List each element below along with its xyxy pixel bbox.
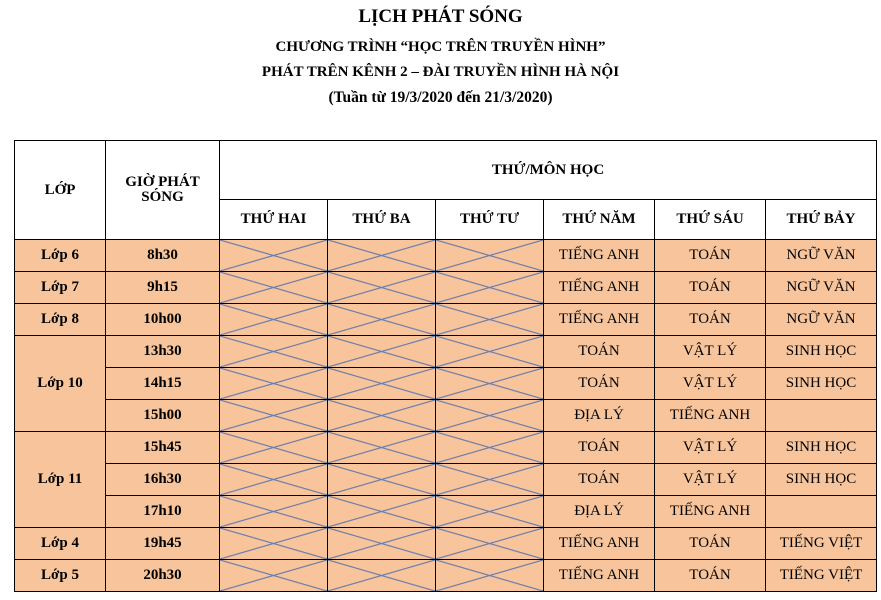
time-cell: 16h30 xyxy=(106,464,220,496)
time-cell: 14h15 xyxy=(106,368,220,400)
time-cell: 15h00 xyxy=(106,400,220,432)
no-broadcast-cell xyxy=(220,560,328,592)
subject-thu-sau: TIẾNG ANH xyxy=(655,496,766,528)
subject-thu-bay: SINH HỌC xyxy=(766,464,877,496)
cross-mark-icon xyxy=(220,368,327,399)
no-broadcast-cell xyxy=(220,400,328,432)
subject-thu-nam: TOÁN xyxy=(544,432,655,464)
cross-mark-icon xyxy=(220,528,327,559)
cross-mark-icon xyxy=(436,496,543,527)
no-broadcast-cell xyxy=(328,560,436,592)
no-broadcast-cell xyxy=(328,464,436,496)
subject-thu-bay: NGỮ VĂN xyxy=(766,240,877,272)
subject-thu-nam: TOÁN xyxy=(544,336,655,368)
subject-thu-sau: VẬT LÝ xyxy=(655,368,766,400)
page-title: LỊCH PHÁT SÓNG xyxy=(358,6,523,27)
subject-thu-sau: TOÁN xyxy=(655,528,766,560)
subject-thu-sau: VẬT LÝ xyxy=(655,336,766,368)
no-broadcast-cell xyxy=(436,432,544,464)
subject-thu-sau: VẬT LÝ xyxy=(655,464,766,496)
no-broadcast-cell xyxy=(328,304,436,336)
table-row xyxy=(15,432,877,464)
subject-thu-sau: VẬT LÝ xyxy=(655,432,766,464)
no-broadcast-cell xyxy=(220,336,328,368)
no-broadcast-cell xyxy=(220,240,328,272)
time-cell: 9h15 xyxy=(106,272,220,304)
time-cell: 8h30 xyxy=(106,240,220,272)
no-broadcast-cell xyxy=(220,272,328,304)
no-broadcast-cell xyxy=(220,368,328,400)
header-thu-sau: THỨ SÁU xyxy=(655,200,766,240)
cross-mark-icon xyxy=(328,432,435,463)
cross-mark-icon xyxy=(436,304,543,335)
subject-thu-bay: NGỮ VĂN xyxy=(766,304,877,336)
cross-mark-icon xyxy=(220,336,327,367)
subject-thu-nam: TIẾNG ANH xyxy=(544,240,655,272)
class-cell: Lớp 5 xyxy=(15,560,106,592)
no-broadcast-cell xyxy=(436,336,544,368)
cross-mark-icon xyxy=(436,336,543,367)
no-broadcast-cell xyxy=(328,432,436,464)
class-cell: Lớp 8 xyxy=(15,304,106,336)
cross-mark-icon xyxy=(220,432,327,463)
header-thu-ba: THỨ BA xyxy=(328,200,436,240)
subject-thu-nam: TOÁN xyxy=(544,368,655,400)
cross-mark-icon xyxy=(220,304,327,335)
no-broadcast-cell xyxy=(436,240,544,272)
table-row xyxy=(15,336,877,368)
time-cell: 17h10 xyxy=(106,496,220,528)
class-cell: Lớp 10 xyxy=(15,336,106,432)
cross-mark-icon xyxy=(328,336,435,367)
table-row xyxy=(15,272,877,304)
no-broadcast-cell xyxy=(436,560,544,592)
class-cell: Lớp 11 xyxy=(15,432,106,528)
cross-mark-icon xyxy=(436,464,543,495)
no-broadcast-cell xyxy=(328,336,436,368)
table-row xyxy=(15,560,877,592)
table-row xyxy=(15,368,877,400)
header-thu-mon-hoc: THỨ/MÔN HỌC xyxy=(220,141,877,200)
cross-mark-icon xyxy=(436,240,543,271)
cross-mark-icon xyxy=(328,464,435,495)
no-broadcast-cell xyxy=(328,496,436,528)
cross-mark-icon xyxy=(328,304,435,335)
no-broadcast-cell xyxy=(328,272,436,304)
subject-thu-bay: TIẾNG VIỆT xyxy=(766,528,877,560)
cross-mark-icon xyxy=(328,528,435,559)
cross-mark-icon xyxy=(328,496,435,527)
cross-mark-icon xyxy=(328,368,435,399)
subject-thu-bay xyxy=(766,400,877,432)
no-broadcast-cell xyxy=(436,304,544,336)
table-row xyxy=(15,496,877,528)
no-broadcast-cell xyxy=(328,240,436,272)
table-row xyxy=(15,304,877,336)
week-range: (Tuần từ 19/3/2020 đến 21/3/2020) xyxy=(328,89,553,106)
subject-thu-bay: TIẾNG VIỆT xyxy=(766,560,877,592)
time-cell: 13h30 xyxy=(106,336,220,368)
cross-mark-icon xyxy=(220,496,327,527)
subject-thu-nam: TIẾNG ANH xyxy=(544,304,655,336)
class-cell: Lớp 6 xyxy=(15,240,106,272)
cross-mark-icon xyxy=(436,272,543,303)
class-cell: Lớp 4 xyxy=(15,528,106,560)
subject-thu-bay: SINH HỌC xyxy=(766,336,877,368)
schedule-body xyxy=(15,240,877,592)
subject-thu-nam: TIẾNG ANH xyxy=(544,272,655,304)
no-broadcast-cell xyxy=(436,272,544,304)
time-cell: 20h30 xyxy=(106,560,220,592)
time-cell: 15h45 xyxy=(106,432,220,464)
subject-thu-sau: TOÁN xyxy=(655,240,766,272)
cross-mark-icon xyxy=(436,432,543,463)
subject-thu-nam: TIẾNG ANH xyxy=(544,560,655,592)
no-broadcast-cell xyxy=(328,368,436,400)
no-broadcast-cell xyxy=(436,528,544,560)
subject-thu-nam: ĐỊA LÝ xyxy=(544,400,655,432)
table-row xyxy=(15,240,877,272)
no-broadcast-cell xyxy=(328,400,436,432)
cross-mark-icon xyxy=(328,560,435,591)
header-thu-bay: THỨ BẢY xyxy=(766,200,877,240)
time-cell: 19h45 xyxy=(106,528,220,560)
cross-mark-icon xyxy=(220,400,327,431)
no-broadcast-cell xyxy=(220,432,328,464)
time-cell: 10h00 xyxy=(106,304,220,336)
subject-thu-nam: TIẾNG ANH xyxy=(544,528,655,560)
header-thu-nam: THỨ NĂM xyxy=(544,200,655,240)
cross-mark-icon xyxy=(436,528,543,559)
broadcast-schedule-table xyxy=(14,140,877,592)
subject-thu-sau: TOÁN xyxy=(655,272,766,304)
cross-mark-icon xyxy=(220,272,327,303)
subject-thu-nam: TOÁN xyxy=(544,464,655,496)
no-broadcast-cell xyxy=(436,496,544,528)
cross-mark-icon xyxy=(220,240,327,271)
cross-mark-icon xyxy=(220,560,327,591)
subject-thu-bay xyxy=(766,496,877,528)
no-broadcast-cell xyxy=(436,464,544,496)
cross-mark-icon xyxy=(436,368,543,399)
no-broadcast-cell xyxy=(436,400,544,432)
cross-mark-icon xyxy=(436,400,543,431)
no-broadcast-cell xyxy=(220,464,328,496)
no-broadcast-cell xyxy=(328,528,436,560)
program-subtitle: CHƯƠNG TRÌNH “HỌC TRÊN TRUYỀN HÌNH” xyxy=(275,39,606,55)
cross-mark-icon xyxy=(436,560,543,591)
subject-thu-nam: ĐỊA LÝ xyxy=(544,496,655,528)
cross-mark-icon xyxy=(328,240,435,271)
cross-mark-icon xyxy=(220,464,327,495)
cross-mark-icon xyxy=(328,272,435,303)
no-broadcast-cell xyxy=(220,528,328,560)
no-broadcast-cell xyxy=(220,496,328,528)
no-broadcast-cell xyxy=(436,368,544,400)
no-broadcast-cell xyxy=(220,304,328,336)
header-gio-phat-song: GIỜ PHÁT SÓNG xyxy=(106,141,220,240)
subject-thu-bay: SINH HỌC xyxy=(766,432,877,464)
class-cell: Lớp 7 xyxy=(15,272,106,304)
header-lop: LỚP xyxy=(15,141,106,240)
channel-subtitle: PHÁT TRÊN KÊNH 2 – ĐÀI TRUYỀN HÌNH HÀ NỘI xyxy=(261,64,620,80)
cross-mark-icon xyxy=(328,400,435,431)
subject-thu-bay: NGỮ VĂN xyxy=(766,272,877,304)
subject-thu-sau: TOÁN xyxy=(655,560,766,592)
table-row xyxy=(15,528,877,560)
table-row xyxy=(15,464,877,496)
subject-thu-bay: SINH HỌC xyxy=(766,368,877,400)
table-row xyxy=(15,400,877,432)
subject-thu-sau: TOÁN xyxy=(655,304,766,336)
subject-thu-sau: TIẾNG ANH xyxy=(655,400,766,432)
header-thu-tu: THỨ TƯ xyxy=(436,200,544,240)
header-thu-hai: THỨ HAI xyxy=(220,200,328,240)
